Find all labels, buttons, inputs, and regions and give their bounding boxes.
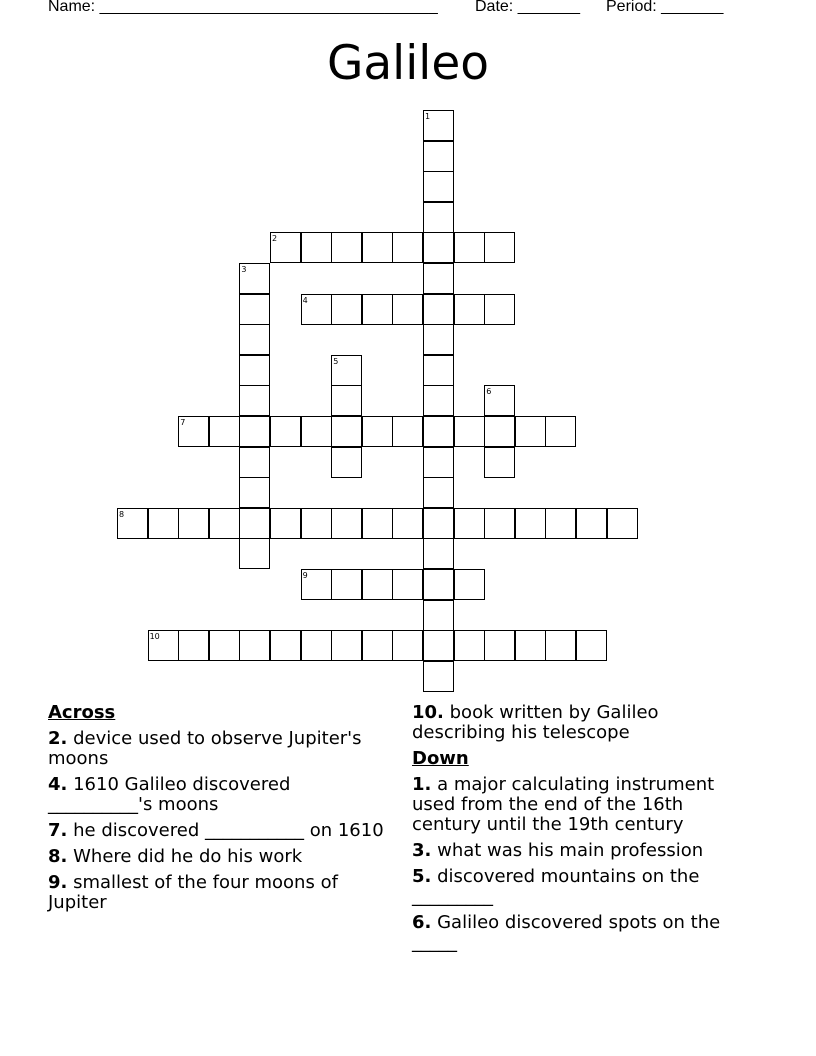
grid-cell[interactable] [239,385,270,416]
clue-text: Galileo discovered spots on the _____ [412,912,721,953]
grid-cell[interactable] [484,447,515,478]
grid-cell[interactable] [239,538,270,569]
grid-cell[interactable] [423,538,454,569]
cell-number: 1 [425,112,431,121]
grid-cell[interactable] [454,232,485,263]
grid-cell[interactable] [209,630,240,661]
grid-cell[interactable] [454,416,485,447]
grid-cell[interactable] [423,141,454,172]
grid-cell[interactable] [331,385,362,416]
clue-number: 1. [412,774,432,795]
grid-cell[interactable] [515,416,546,447]
grid-cell[interactable] [423,171,454,202]
grid-cell[interactable] [270,630,301,661]
grid-cell[interactable] [423,110,454,141]
grid-cell[interactable] [515,630,546,661]
grid-cell[interactable] [178,630,209,661]
grid-cell[interactable] [209,416,240,447]
grid-cell[interactable] [423,355,454,386]
cell-number: 3 [241,265,247,274]
clue-number: 5. [412,866,432,887]
grid-cell[interactable] [270,232,301,263]
grid-cell[interactable] [454,294,485,325]
grid-cell[interactable] [392,630,423,661]
date-field-label: Date: _______ [475,0,580,15]
grid-cell[interactable] [209,508,240,539]
grid-cell[interactable] [239,324,270,355]
grid-cell[interactable] [362,630,393,661]
clue-down-5 [412,867,752,907]
grid-cell[interactable] [423,508,454,539]
grid-cell[interactable] [270,508,301,539]
grid-cell[interactable] [423,294,454,325]
clue-number: 8. [48,846,68,867]
grid-cell[interactable] [423,569,454,600]
grid-cell[interactable] [239,263,270,294]
grid-cell[interactable] [331,630,362,661]
grid-cell[interactable] [423,385,454,416]
grid-cell[interactable] [239,508,270,539]
clue-text: book written by Galileo describing his telescope [412,702,659,743]
grid-cell[interactable] [148,630,179,661]
grid-cell[interactable] [362,508,393,539]
grid-cell[interactable] [331,508,362,539]
grid-cell[interactable] [484,232,515,263]
clue-number: 2. [48,728,68,749]
grid-cell[interactable] [178,508,209,539]
grid-cell[interactable] [301,232,332,263]
clue-text: Where did he do his work [73,846,303,867]
down-heading: Down [412,748,469,769]
clue-down-3 [412,841,752,861]
grid-cell[interactable] [423,630,454,661]
grid-cell[interactable] [423,477,454,508]
grid-cell[interactable] [484,508,515,539]
grid-cell[interactable] [576,508,607,539]
grid-cell[interactable] [423,202,454,233]
clue-down-6 [412,913,752,953]
grid-cell[interactable] [301,416,332,447]
clue-text: he discovered ___________ on 1610 [73,820,384,841]
clue-number: 7. [48,820,68,841]
grid-cell[interactable] [423,416,454,447]
clue-across-4 [48,775,388,815]
grid-cell[interactable] [607,508,638,539]
grid-cell[interactable] [423,600,454,631]
grid-cell[interactable] [331,294,362,325]
clue-text: discovered mountains on the _________ [412,866,700,907]
clue-across-10 [412,703,752,743]
grid-cell[interactable] [484,385,515,416]
grid-cell[interactable] [484,294,515,325]
clue-number: 4. [48,774,68,795]
grid-cell[interactable] [423,232,454,263]
grid-cell[interactable] [301,569,332,600]
grid-cell[interactable] [362,416,393,447]
grid-cell[interactable] [239,416,270,447]
clue-text: a major calculating instrument used from the end of the 16th century until the 19th century [412,774,715,835]
cell-number: 9 [302,571,308,580]
grid-cell[interactable] [454,569,485,600]
grid-cell[interactable] [545,630,576,661]
grid-cell[interactable] [392,569,423,600]
grid-cell[interactable] [423,661,454,692]
grid-cell[interactable] [239,447,270,478]
clue-number: 10. [412,702,444,723]
grid-cell[interactable] [270,416,301,447]
clue-number: 3. [412,840,432,861]
grid-cell[interactable] [239,630,270,661]
cell-number: 7 [180,418,186,427]
grid-cell[interactable] [392,508,423,539]
clue-across-2 [48,729,388,769]
grid-cell[interactable] [423,263,454,294]
grid-cell[interactable] [362,569,393,600]
grid-cell[interactable] [148,508,179,539]
grid-cell[interactable] [239,294,270,325]
grid-cell[interactable] [117,508,148,539]
cell-number: 6 [486,387,492,397]
grid-cell[interactable] [545,416,576,447]
cell-number: 4 [302,295,308,305]
name-field-label: Name: ______________________________________ [48,0,438,15]
grid-cell[interactable] [454,630,485,661]
clue-text: device used to observe Jupiter's moons [48,728,362,769]
grid-cell[interactable] [178,416,209,447]
grid-cell[interactable] [331,355,362,386]
grid-cell[interactable] [545,508,576,539]
grid-cell[interactable] [239,477,270,508]
grid-cell[interactable] [362,232,393,263]
cell-number: 8 [119,509,125,519]
grid-cell[interactable] [423,324,454,355]
grid-cell[interactable] [484,416,515,447]
grid-cell[interactable] [423,447,454,478]
grid-cell[interactable] [392,416,423,447]
grid-cell[interactable] [301,630,332,661]
cell-number: 2 [272,234,278,244]
grid-cell[interactable] [576,630,607,661]
cell-number: 10 [149,632,160,642]
clue-across-7 [48,821,388,841]
grid-cell[interactable] [454,508,485,539]
across-heading: Across [48,702,116,723]
grid-cell[interactable] [331,416,362,447]
grid-cell[interactable] [301,294,332,325]
cell-number: 5 [333,356,339,366]
clue-text: 1610 Galileo discovered __________'s moons [48,774,291,815]
clues-right-column [412,703,752,959]
grid-cell[interactable] [392,232,423,263]
grid-cell[interactable] [331,447,362,478]
clue-number: 6. [412,912,432,933]
clue-down-1 [412,775,752,835]
clue-across-9 [48,873,388,913]
grid-cell[interactable] [362,294,393,325]
clue-number: 9. [48,872,68,893]
grid-cell[interactable] [392,294,423,325]
clue-text: what was his main profession [437,840,704,861]
period-field-label: Period: _______ [606,0,724,15]
grid-cell[interactable] [331,232,362,263]
page-title: Galileo [326,36,490,91]
grid-cell[interactable] [301,508,332,539]
grid-cell[interactable] [484,630,515,661]
clue-text: smallest of the four moons of Jupiter [48,872,338,913]
clues-left-column [48,703,388,919]
grid-cell[interactable] [515,508,546,539]
grid-cell[interactable] [239,355,270,386]
clue-across-8 [48,847,388,867]
grid-cell[interactable] [331,569,362,600]
